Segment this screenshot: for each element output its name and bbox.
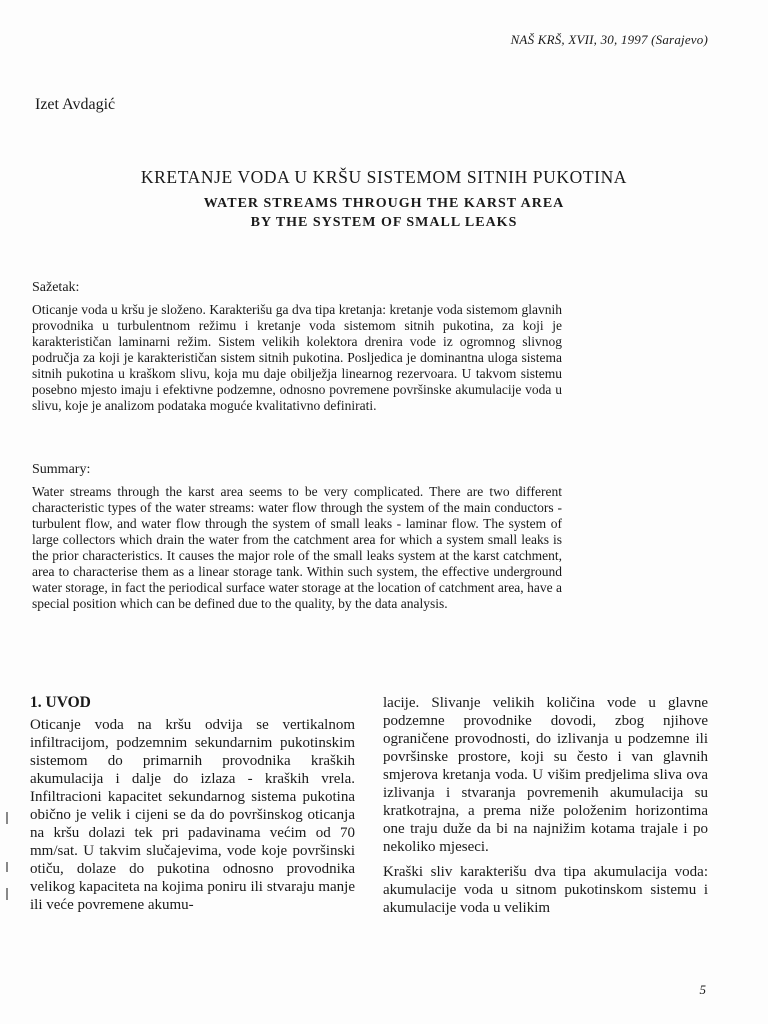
- scan-artifact-mark: [6, 862, 8, 872]
- title-croatian: KRETANJE VODA U KRŠU SISTEMOM SITNIH PUKOTINA: [140, 167, 628, 187]
- section-title-uvod: 1. UVOD: [30, 694, 91, 711]
- title-block: [0, 166, 768, 232]
- scan-artifact-mark: [6, 888, 8, 900]
- abstract-sazetak: [32, 280, 562, 414]
- abstract-summary: [32, 462, 562, 612]
- title-english-line-1: WATER STREAMS THROUGH THE KARST AREA: [203, 196, 565, 211]
- right-column-paragraph-2: Kraški sliv karakterišu dva tipa akumulacija voda: akumulacije voda u sitnom pukotinskom sistemu i akumulacije voda u velikim: [383, 864, 708, 916]
- sazetak-text: Oticanje voda u kršu je složeno. Karakterišu ga dva tipa kretanja: kretanje voda sistemom glavnih provodnika u turbulentnom režimu i kretanje voda sistemom sitnih pukotina, za koji je karakterističan laminarni režim. Sistem velikih kolektora drenira vode iz ogromnog slivnog područja za koji je karakterističan sistem sitnih pukotina. Posljedica je dominantna uloga sistema sitnih pukotina u kraškom slivu, koja mu daje obilježja linearnog rezervoara. U takvom sistemu posebno mjesto imaju i efektivne podzemne, odnosno povremene površinske akumulacije voda u slivu, koje je analizom podataka moguće kvalitativno definirati.: [32, 302, 562, 413]
- author-name: Izet Avdagić: [35, 96, 116, 113]
- summary-text: Water streams through the karst area seems to be very complicated. There are two different characteristic types of the water streams: water flow through the system of the main conductors - turbulent flow, and water flow through the system of small leaks - laminar flow. The system of large collectors which drain the water from the catchment area for which a system small leaks is the prior characteristics. It causes the major role of the small leaks system at the karst catchment, area to characterise them as a linear storage tank. Within such system, the effective underground water storage, in fact the periodical surface water storage at the location of catchment area, have a special position which can be defined due to the quality, by the data analysis.: [32, 484, 562, 611]
- journal-header: NAŠ KRŠ, XVII, 30, 1997 (Sarajevo): [510, 32, 708, 47]
- title-english: [0, 194, 768, 232]
- body-column-left: [30, 694, 355, 921]
- summary-heading: Summary:: [32, 462, 91, 477]
- left-column-paragraph: Oticanje voda na kršu odvija se vertikalnom infiltracijom, podzemnim sekundarnim pukotinskim sistemom do primarnih provodnika kraških akumulacija i dalje do izlaza - kraških vrela. Infiltracioni kapacitet sekundarnog sistema pukotina obično je velik i cijeni se da do površinskog oticanja na kršu dolazi tek pri padavinama većim od 70 mm/sat. U takvim slučajevima, vode koje površinski otiču, dolaze do pukotina odnosno provodnika velikog kapaciteta na kojima poniru ili stvaraju manje ili veće povremene akumu-: [30, 717, 355, 913]
- sazetak-heading: Sažetak:: [32, 280, 80, 295]
- right-column-paragraph-1: lacije. Slivanje velikih količina vode u glavne podzemne provodnike dovodi, zbog njihove ograničene provodnosti, do izlivanja u podzemne ili površinske prostore, koji su često i van glavnih smjerova kretanja voda. U višim predjelima sliva ova izlivanja i stvaranja povremenih akumulacija su kratkotrajna, a prema niže položenim horizontima one traju duže da bi na najnižim kotama trajale i po nekoliko mjeseci.: [383, 695, 708, 855]
- scan-artifact-mark: [6, 812, 8, 824]
- title-english-line-2: BY THE SYSTEM OF SMALL LEAKS: [250, 215, 518, 230]
- page-number: 5: [699, 982, 706, 997]
- body-column-right: [383, 694, 708, 924]
